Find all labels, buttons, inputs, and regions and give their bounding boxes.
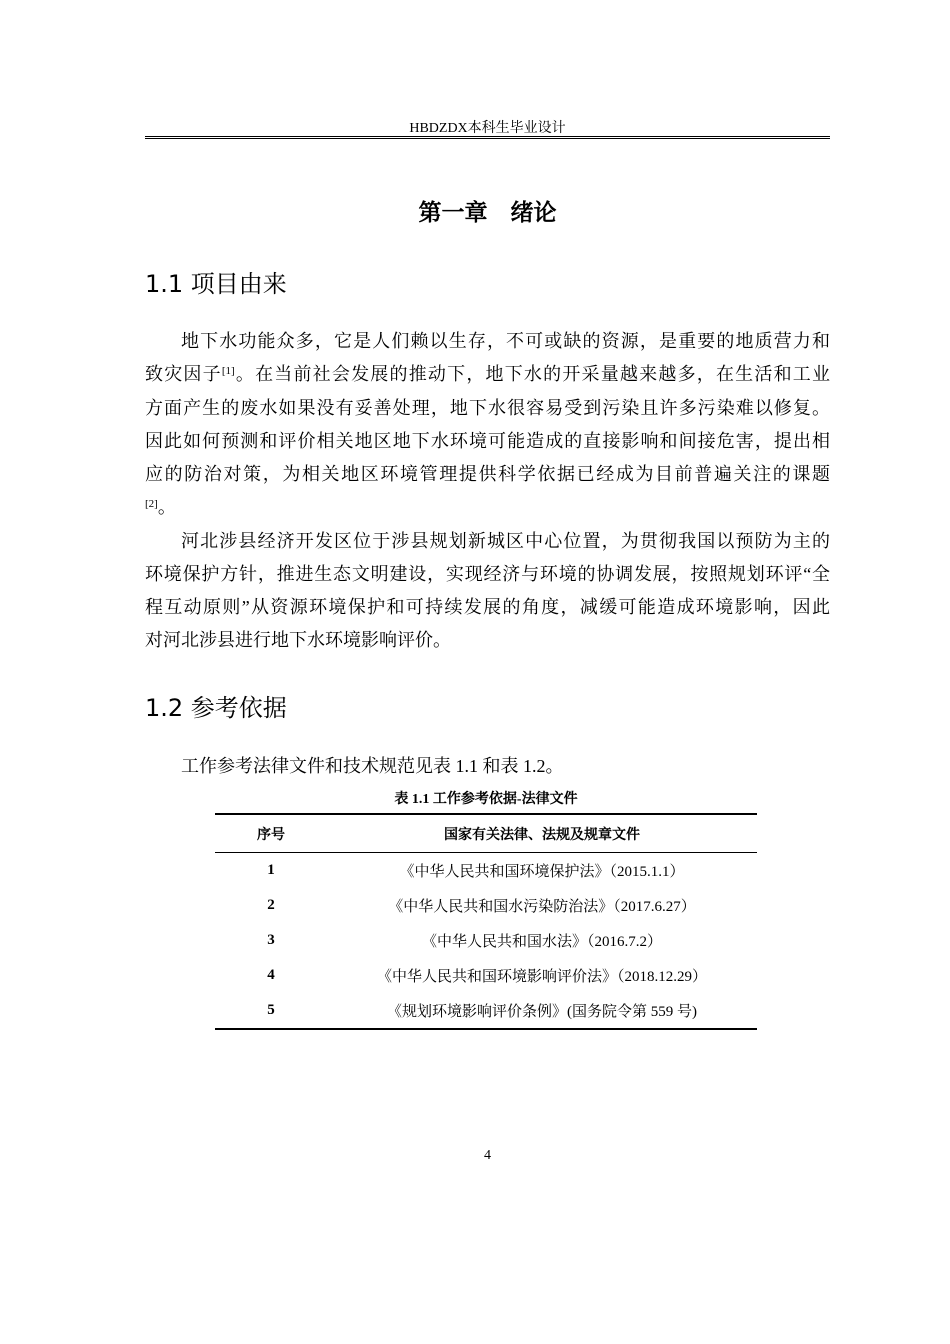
para2-line: 对河北涉县进行地下水环境影响评价。 <box>145 630 451 650</box>
row-number: 4 <box>267 967 275 983</box>
column-header: 国家有关法律、法规及规章文件 <box>327 814 757 853</box>
para1-line <box>145 463 830 485</box>
text: 致灾因子 <box>145 364 222 384</box>
para2-line: 环境保护方针，推进生态文明建设，实现经济与环境的协调发展，按照规划环评“全 <box>145 564 830 584</box>
para1-line <box>145 496 830 518</box>
law-title: 《规划环境影响评价条例》(国务院令第 559 号) <box>327 993 757 1029</box>
para1-line <box>145 430 830 452</box>
chapter-title: 第一章 绪论 <box>418 200 557 226</box>
para1-line <box>181 330 830 352</box>
page-number: 4 <box>484 1148 491 1163</box>
law-title: 《中华人民共和国环境保护法》（2015.1.1） <box>399 864 685 880</box>
citation-1[interactable]: [1] <box>221 365 235 377</box>
text: 应的防治对策，为相关地区环境管理提供科学依据已经成为目前普遍关注的课题 <box>145 464 830 484</box>
text: 。 <box>157 497 176 517</box>
row-number: 1 <box>267 862 275 878</box>
text: 。在当前社会发展的推动下，地下水的开采量越来越多，在生活和工业 <box>234 364 831 384</box>
table-row <box>215 993 757 1029</box>
section2-intro: 工作参考法律文件和技术规范见表 1.1 和表 1.2。 <box>181 756 564 776</box>
row-number: 2 <box>267 897 275 913</box>
section-heading-1-1: 1.1 项目由来 <box>145 270 287 298</box>
table-row <box>215 888 757 923</box>
para2-line: 河北涉县经济开发区位于涉县规划新城区中心位置，为贯彻我国以预防为主的 <box>181 531 830 551</box>
header-rule <box>145 136 830 139</box>
table-row <box>215 923 757 958</box>
para2-line: 程互动原则”从资源环境保护和可持续发展的角度，减缓可能造成环境影响，因此 <box>145 597 830 617</box>
text: 地下水功能众多，它是人们赖以生存，不可或缺的资源，是重要的地质营力和 <box>181 331 830 351</box>
row-number: 5 <box>215 993 327 1029</box>
citation-2[interactable]: [2] <box>145 498 158 510</box>
section-heading-1-2: 1.2 参考依据 <box>145 694 287 722</box>
running-header: HBDZDX本科生毕业设计 <box>409 121 566 136</box>
table-row <box>215 853 757 889</box>
table-row <box>215 958 757 993</box>
para1-line <box>145 363 830 385</box>
row-number: 3 <box>267 932 275 948</box>
law-title: 《中华人民共和国水污染防治法》（2017.6.27） <box>388 899 696 915</box>
table-header-row <box>215 814 757 853</box>
text: 方面产生的废水如果没有妥善处理，地下水很容易受到污染且许多污染难以修复。 <box>145 398 830 418</box>
law-reference-table <box>215 813 757 1030</box>
law-title: 《中华人民共和国环境影响评价法》（2018.12.29） <box>376 969 707 985</box>
para1-line <box>145 397 830 419</box>
table-caption: 表 1.1 工作参考依据-法律文件 <box>394 792 578 807</box>
law-title: 《中华人民共和国水法》（2016.7.2） <box>421 934 662 950</box>
column-header: 序号 <box>215 814 327 853</box>
text: 因此如何预测和评价相关地区地下水环境可能造成的直接影响和间接危害，提出相 <box>145 431 830 451</box>
